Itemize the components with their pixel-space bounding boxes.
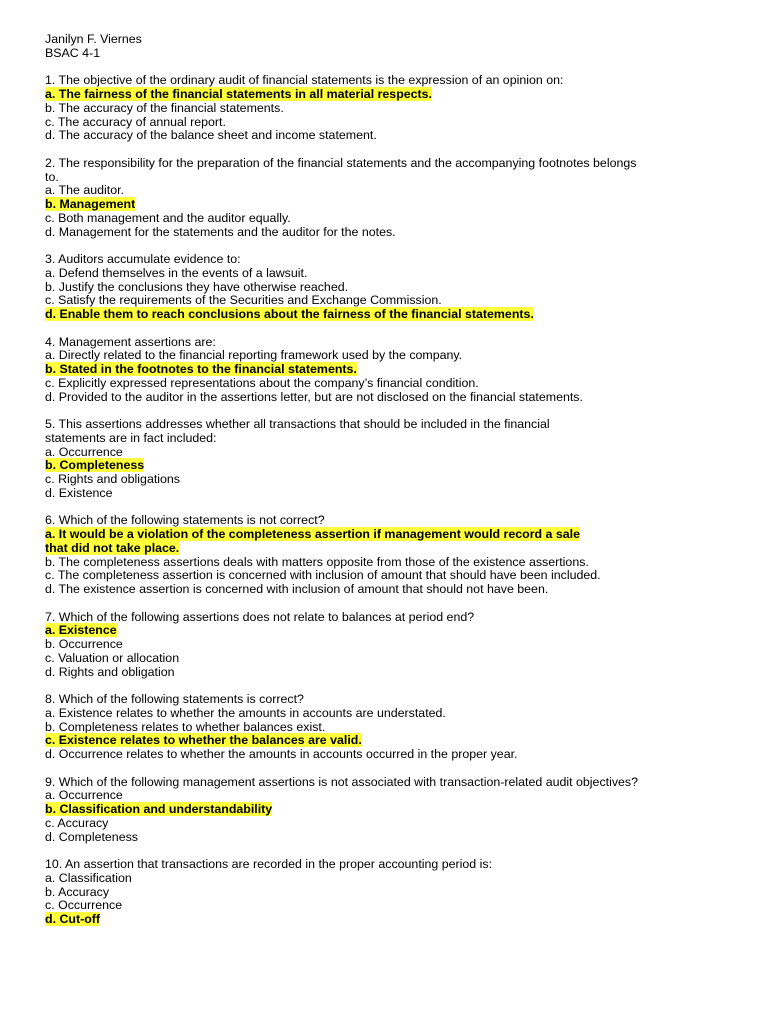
question-stem: 2. The responsibility for the preparation of the financial statements and the accompanying footnotes belongs [45,155,637,170]
answer-option-highlighted [45,198,725,212]
answer-option: b. Completeness relates to whether balances exist. [45,719,326,734]
spacer [45,679,725,693]
answer-option: b. Occurrence [45,637,123,651]
answer-option: b. Justify the conclusions they have otherwise reached. [45,279,349,294]
answer-option: d. Existence [45,485,113,500]
answer-option-highlighted [45,913,725,927]
spacer [45,844,725,858]
author-name: Janilyn F. Viernes [45,32,142,46]
answer-option: c. Accuracy [45,815,109,830]
answer-option-highlighted [45,803,725,817]
answer-option: c. The accuracy of annual report. [45,114,226,129]
answer-option: d. Completeness [45,829,138,844]
question-block [45,611,725,680]
question-stem: to. [45,169,59,184]
answer-highlight: b. Management [45,197,136,211]
question-stem: statements are in fact included: [45,430,217,445]
question-stem: 4. Management assertions are: [45,334,216,349]
answer-option: d. The existence assertion is concerned with inclusion of amount that should not have been. [45,582,549,596]
answer-option: c. Valuation or allocation [45,650,180,665]
spacer [45,61,725,75]
answer-option: c. Rights and obligations [45,472,181,486]
spacer [45,597,725,611]
spacer [45,322,725,336]
answer-option: b. Accuracy [45,884,110,899]
answer-option: d. Management for the statements and the auditor for the notes. [45,224,396,239]
answer-highlight: that did not take place. [45,540,180,555]
answer-option: a. Defend themselves in the events of a lawsuit. [45,265,308,280]
answer-option-highlighted [45,459,725,473]
answer-highlight: c. Existence relates to whether the balances are valid. [45,733,362,748]
question-block [45,336,725,405]
question-block [45,693,725,762]
document-page [45,33,725,927]
answer-highlight: d. Cut-off [45,912,101,926]
answer-option-highlighted [45,88,725,102]
question-block [45,253,725,322]
answer-option-highlighted [45,528,725,542]
answer-option: d. Provided to the auditor in the assertions letter, but are not disclosed on the financial statements. [45,389,583,404]
question-stem: 8. Which of the following statements is correct? [45,692,304,706]
spacer [45,404,725,418]
answer-option: d. The accuracy of the balance sheet and income statement. [45,128,377,143]
question-block [45,74,725,143]
question-block [45,514,725,597]
question-stem: 7. Which of the following assertions does not relate to balances at period end? [45,609,475,624]
answer-option: b. The completeness assertions deals with matters opposite from those of the existence assertions. [45,554,589,569]
spacer [45,762,725,776]
answer-option: a. Existence relates to whether the amounts in accounts are understated. [45,705,446,720]
answer-option: a. Occurrence [45,444,123,459]
answer-option: c. Both management and the auditor equally. [45,210,291,225]
question-stem: 6. Which of the following statements is not correct? [45,513,325,528]
answer-option: c. The completeness assertion is concerned with inclusion of amount that should have been included. [45,568,601,583]
answer-option-highlighted [45,624,725,638]
answer-highlight: a. The fairness of the financial statements in all material respects. [45,87,433,101]
answer-option: c. Satisfy the requirements of the Securities and Exchange Commission. [45,293,442,308]
question-block [45,157,725,240]
spacer [45,143,725,157]
answer-highlight: a. It would be a violation of the completeness assertion if management would record a sale [45,527,580,541]
answer-option-highlighted [45,308,725,322]
question-block [45,418,725,501]
answer-option: a. The auditor. [45,183,124,198]
answer-option: c. Occurrence [45,898,123,913]
answer-highlight: b. Stated in the footnotes to the financial statements. [45,362,357,376]
answer-option: c. Explicitly expressed representations about the company’s financial condition. [45,375,479,390]
question-stem: 5. This assertions addresses whether all transactions that should be included in the financial [45,417,550,431]
answer-option-highlighted [45,734,725,748]
question-stem: 1. The objective of the ordinary audit of financial statements is the expression of an opinion on: [45,73,564,88]
question-stem: 10. An assertion that transactions are recorded in the proper accounting period is: [45,857,493,871]
answer-option: a. Directly related to the financial reporting framework used by the company. [45,348,463,363]
answer-option: d. Rights and obligation [45,664,175,679]
question-stem: 3. Auditors accumulate evidence to: [45,252,241,266]
answer-option: b. The accuracy of the financial statements. [45,100,284,115]
answer-option: a. Occurrence [45,788,123,803]
answer-option-highlighted [45,542,725,556]
author-section: BSAC 4-1 [45,45,101,60]
answer-highlight: b. Completeness [45,458,145,473]
answer-option-highlighted [45,363,725,377]
question-list [45,74,725,927]
spacer [45,239,725,253]
answer-highlight: d. Enable them to reach conclusions about the fairness of the financial statements. [45,307,534,321]
answer-option: a. Classification [45,870,132,885]
question-block [45,776,725,845]
question-block [45,858,725,927]
answer-highlight: b. Classification and understandability [45,802,273,816]
answer-highlight: a. Existence [45,623,117,638]
question-stem: 9. Which of the following management assertions is not associated with transaction-related audit objectives? [45,774,639,789]
answer-option: d. Occurrence relates to whether the amounts in accounts occurred in the proper year. [45,747,518,761]
spacer [45,501,725,515]
